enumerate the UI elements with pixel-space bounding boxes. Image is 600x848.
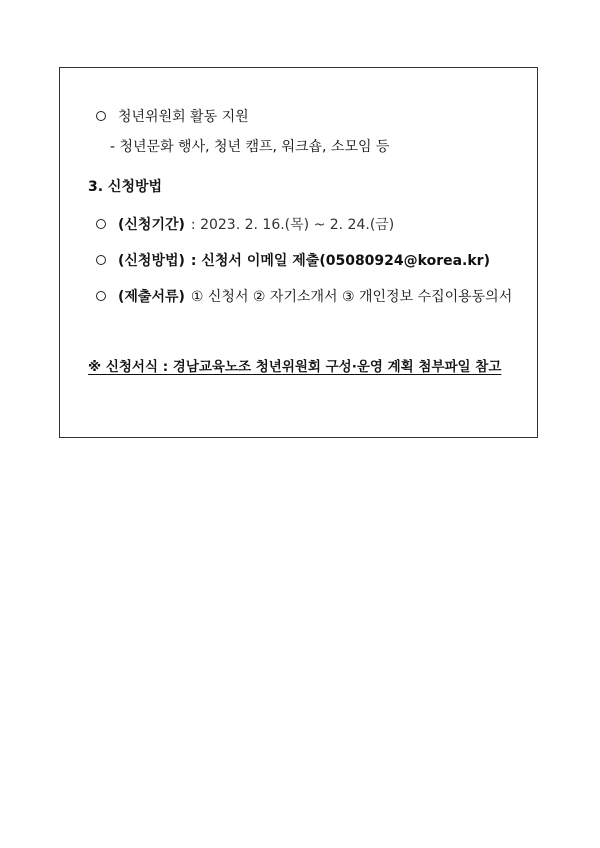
activity-support-item <box>96 108 249 126</box>
application-method-value: : 신청서 이메일 제출(05080924@korea.kr) <box>190 253 490 269</box>
application-period-value: : 2023. 2. 16.(목) ~ 2. 24.(금) <box>190 217 395 233</box>
activity-support-detail: - 청년문화 행사, 청년 캠프, 워크숍, 소모임 등 <box>110 139 390 155</box>
submission-documents-value: ① 신청서 ② 자기소개서 ③ 개인정보 수집이용동의서 <box>190 289 513 305</box>
submission-documents-item <box>96 288 512 306</box>
application-period-item <box>96 216 394 234</box>
circle-bullet-icon <box>96 291 106 301</box>
submission-documents-label: (제출서류) <box>118 289 185 305</box>
application-method-item <box>96 252 490 270</box>
circle-bullet-icon <box>96 111 106 121</box>
content-box <box>59 67 538 438</box>
application-form-notice: ※ 신청서식 : 경남교육노조 청년위원회 구성·운영 계획 첨부파일 참고 <box>88 359 502 375</box>
circle-bullet-icon <box>96 255 106 265</box>
activity-support-title: 청년위원회 활동 지원 <box>118 109 249 125</box>
application-method-label: (신청방법) <box>118 253 185 269</box>
section-heading: 3. 신청방법 <box>88 179 163 195</box>
circle-bullet-icon <box>96 219 106 229</box>
application-period-label: (신청기간) <box>118 217 185 233</box>
